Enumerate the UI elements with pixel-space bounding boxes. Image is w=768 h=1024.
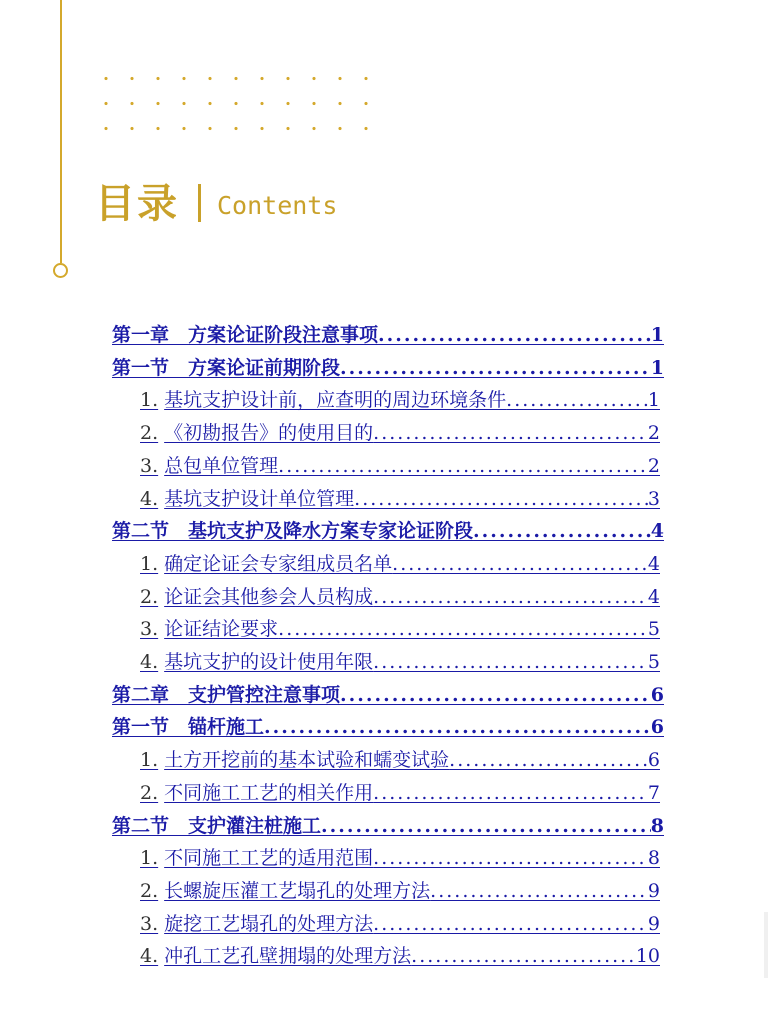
toc-page-number: 3 — [647, 487, 660, 510]
toc-entry-link[interactable] — [140, 451, 660, 481]
toc-entry-number: 3. — [140, 618, 159, 641]
toc-entry-text: 第一节 方案论证前期阶段 — [112, 356, 341, 379]
toc-leader-dots — [373, 778, 648, 808]
toc-page-number: 5 — [647, 651, 660, 673]
toc-heading-link[interactable] — [112, 712, 664, 742]
toc-entry-link[interactable] — [140, 582, 660, 612]
toc-entry-link[interactable] — [140, 549, 660, 579]
toc-entry-number: 4. — [140, 487, 159, 510]
toc-page-number: 10 — [635, 945, 660, 968]
toc-entry-number: 2. — [140, 422, 159, 445]
toc-entry-number: 4. — [140, 945, 159, 968]
toc-entry-number: 1. — [140, 552, 159, 575]
toc-page-number: 8 — [647, 847, 660, 870]
toc-page-number: 8 — [650, 814, 664, 837]
toc-entry-text: 不同施工工艺的相关作用 — [164, 781, 374, 804]
toc-entry-number: 1. — [140, 847, 159, 870]
toc-entry-number: 1. — [140, 749, 159, 772]
toc-leader-dots — [392, 549, 648, 579]
toc-page-number: 4 — [647, 585, 660, 608]
toc-entry-number: 2. — [140, 879, 159, 902]
toc-entry-text: 不同施工工艺的适用范围 — [164, 847, 374, 870]
toc-leader-dots — [373, 647, 648, 677]
toc-page-number: 4 — [650, 520, 664, 543]
toc-entry-link[interactable] — [140, 843, 660, 873]
toc-page-number: 9 — [647, 912, 660, 935]
toc-leader-dots — [411, 941, 636, 971]
toc-entry-link[interactable] — [140, 647, 660, 677]
toc-page-number: 7 — [647, 781, 660, 804]
toc-entry-link[interactable] — [140, 418, 660, 448]
toc-entry-number: 3. — [140, 912, 159, 935]
toc-leader-dots — [430, 876, 648, 906]
toc-page-number: 1 — [650, 356, 664, 379]
toc-entry-link[interactable] — [140, 941, 660, 971]
toc-entry-text: 第二节 支护灌注桩施工 — [112, 814, 322, 837]
toc-entry-text: 总包单位管理 — [164, 454, 279, 477]
toc-heading-link[interactable] — [112, 516, 664, 546]
toc-page-number: 1 — [647, 389, 660, 412]
page-subtitle: Contents — [217, 191, 338, 220]
toc-entry-text: 论证会其他参会人员构成 — [164, 585, 374, 608]
toc-page-number: 4 — [647, 552, 660, 575]
toc-page-number: 2 — [647, 454, 660, 477]
toc-entry-number: 3. — [140, 454, 159, 477]
toc-entry-text: 长螺旋压灌工艺塌孔的处理方法 — [164, 879, 431, 902]
toc-entry-text: 确定论证会专家组成员名单 — [164, 552, 393, 575]
decorative-vertical-line — [60, 0, 62, 263]
toc-entry-text: 论证结论要求 — [164, 618, 279, 641]
toc-entry-link[interactable] — [140, 484, 660, 514]
toc-entry-number: 4. — [140, 651, 159, 673]
toc-entry-text: 旋挖工艺塌孔的处理方法 — [164, 912, 374, 935]
toc-entry-number: 1. — [140, 389, 159, 412]
toc-leader-dots — [506, 385, 648, 415]
toc-leader-dots — [378, 320, 651, 350]
page-edge-shadow — [764, 912, 768, 978]
toc-entry-text: 冲孔工艺孔壁拥塌的处理方法 — [164, 945, 412, 968]
toc-entry-text: 土方开挖前的基本试验和蠕变试验 — [164, 749, 450, 772]
toc-heading-link[interactable] — [112, 320, 664, 350]
toc-entry-link[interactable] — [140, 778, 660, 808]
toc-leader-dots — [278, 451, 648, 481]
toc-leader-dots — [340, 353, 651, 383]
toc-entry-text: 第二章 支护管控注意事项 — [112, 683, 341, 706]
toc-entry-link[interactable] — [140, 745, 660, 775]
toc-leader-dots — [321, 811, 651, 841]
toc-leader-dots — [264, 712, 651, 742]
toc-entry-link[interactable] — [140, 909, 660, 939]
toc-page-number: 6 — [650, 683, 664, 706]
toc-entry-text: 第一章 方案论证阶段注意事项 — [112, 324, 379, 346]
toc-entry-link[interactable] — [140, 876, 660, 906]
toc-leader-dots — [449, 745, 648, 775]
toc-entry-text: 基坑支护设计前，应查明的周边环境条件 — [164, 389, 507, 412]
decorative-dot-grid — [93, 66, 373, 146]
toc-page-number: 2 — [647, 422, 660, 445]
toc-entry-number: 2. — [140, 781, 159, 804]
toc-page-number: 1 — [650, 324, 664, 346]
toc-entry-number: 2. — [140, 585, 159, 608]
toc-leader-dots — [473, 516, 651, 546]
toc-entry-link[interactable] — [140, 614, 660, 644]
toc-leader-dots — [354, 484, 648, 514]
toc-leader-dots — [373, 909, 648, 939]
title-divider — [198, 184, 201, 222]
toc-entry-text: 《初勘报告》的使用目的 — [164, 422, 374, 445]
toc-entry-text: 第二节 基坑支护及降水方案专家论证阶段 — [112, 520, 474, 543]
toc-heading-link[interactable] — [112, 353, 664, 383]
toc-page-number: 9 — [647, 879, 660, 902]
toc-heading-link[interactable] — [112, 680, 664, 710]
toc-leader-dots — [373, 418, 648, 448]
toc-entry-text: 第一节 锚杆施工 — [112, 716, 265, 739]
toc-page-number: 6 — [647, 749, 660, 772]
toc-leader-dots — [373, 582, 648, 612]
toc-page-number: 5 — [647, 618, 660, 641]
toc-heading-link[interactable] — [112, 811, 664, 841]
toc-leader-dots — [340, 680, 651, 710]
decorative-circle — [53, 263, 68, 278]
toc-entry-link[interactable] — [140, 385, 660, 415]
toc-page-number: 6 — [650, 716, 664, 739]
toc-leader-dots — [373, 843, 648, 873]
toc-entry-text: 基坑支护的设计使用年限 — [164, 651, 374, 673]
toc-entry-text: 基坑支护设计单位管理 — [164, 487, 355, 510]
toc-leader-dots — [278, 614, 648, 644]
page-title: 目录 — [95, 181, 179, 227]
